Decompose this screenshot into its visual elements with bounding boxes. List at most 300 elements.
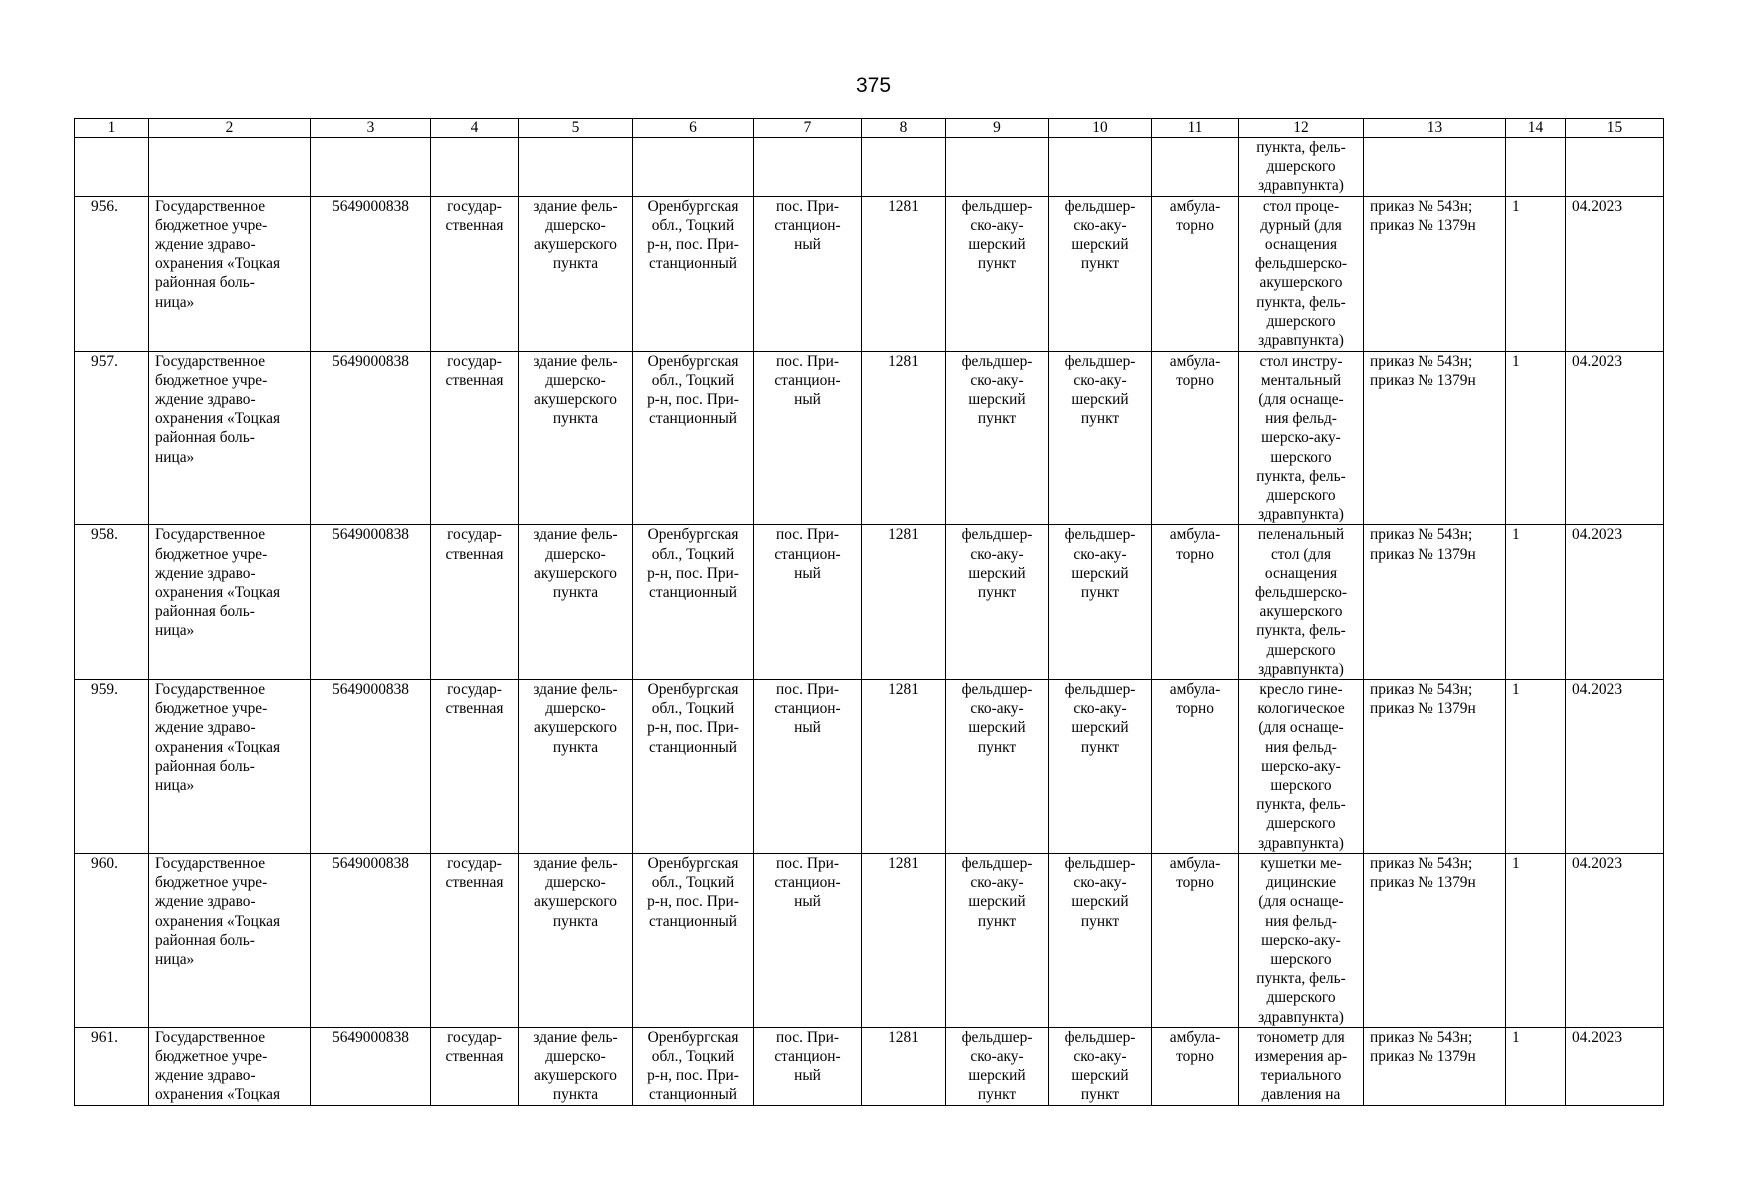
facility-type-cell-line: фельдшер- [1064,681,1136,699]
facility-type-cell-line: шерский [968,564,1026,582]
facility-type-cell [1049,196,1152,351]
care-form-cell-line: амбула- [1169,854,1221,872]
facility-type-cell-line: пункт [1080,1086,1120,1104]
address-cell-line: станционный [648,912,738,930]
facility-type-cell [946,351,1049,525]
ownership-cell-line: государ- [447,526,502,544]
organization-cell-line: ждение здраво- [155,893,256,911]
ownership-cell-line: ственная [445,700,504,718]
care-form-cell-line: торно [1176,216,1214,234]
empty-cell [519,138,633,197]
equipment-cell-line: пункта, фель- [1256,139,1346,156]
column-number-4: 4 [431,119,519,138]
organization-cell-line: охранения «Тоцкая [155,912,281,930]
equipment-cell-line: дшерского [1266,641,1336,659]
quantity-cell: 1 [1506,196,1566,351]
organization-cell-line: районная боль- [155,757,255,775]
equipment-cell-line: териального [1260,1067,1342,1085]
organization-cell [149,1027,311,1105]
orders-cell [1364,525,1506,680]
population-cell: 1281 [862,351,946,525]
quantity-cell: 1 [1506,351,1566,525]
table-row [75,1027,1664,1105]
ownership-cell-line: ственная [445,216,504,234]
inn-cell: 5649000838 [311,1027,431,1105]
continuation-row [75,138,1664,197]
organization-cell-line: ница» [155,293,195,311]
settlement-cell-line: ный [794,391,821,409]
column-number-8: 8 [862,119,946,138]
facility-type-cell-line: шерский [968,893,1026,911]
organization-cell-line: ница» [155,950,195,968]
facility-type-cell-line: ско-аку- [970,700,1024,718]
settlement-cell [754,196,862,351]
care-form-cell [1152,525,1239,680]
equipment-cell-line: (для оснаще- [1258,719,1344,737]
care-form-cell-line: торно [1176,371,1214,389]
ownership-cell-line: государ- [447,681,502,699]
organization-cell [149,196,311,351]
facility-type-cell-line: фельдшер- [1064,526,1136,544]
quantity-cell: 1 [1506,1027,1566,1105]
equipment-cell-line: шерского [1270,777,1332,795]
organization-cell-line: ждение здраво- [155,1067,256,1085]
facility-type-cell-line: пункт [977,912,1017,930]
address-cell-line: р-н, пос. При- [647,719,739,737]
row-number-cell: 958. [75,525,149,680]
address-cell-line: р-н, пос. При- [647,893,739,911]
ownership-cell [431,196,519,351]
settlement-cell-line: ный [794,719,821,737]
column-number-14: 14 [1506,119,1566,138]
orders-cell-line: приказ № 543н; [1370,197,1473,215]
address-cell-line: обл., Тоцкий [651,545,735,563]
equipment-cell [1239,525,1364,680]
population-cell: 1281 [862,196,946,351]
settlement-cell-line: пос. При- [775,352,839,370]
facility-type-cell-line: шерский [968,236,1026,254]
organization-cell-line: охранения «Тоцкая [155,255,281,273]
empty-cell [311,138,431,197]
address-cell-line: станционный [648,255,738,273]
facility-type-cell-line: шерский [1071,236,1129,254]
empty-cell [149,138,311,197]
equipment-cell [1239,853,1364,1027]
facility-type-cell [1049,351,1152,525]
facility-type-cell [946,680,1049,854]
organization-cell-line: охранения «Тоцкая [155,1086,281,1104]
facility-type-cell-line: фельдшер- [961,526,1033,544]
building-cell-line: акушерского [533,236,617,254]
equipment-cell-line: здравпункта) [1258,1008,1344,1026]
organization-cell-line: Государственное [155,352,266,370]
facility-type-cell-line: фельдшер- [1064,854,1136,872]
table-row [75,196,1664,351]
facility-type-cell-line: фельдшер- [1064,352,1136,370]
empty-cell [1506,138,1566,197]
empty-cell [633,138,754,197]
facility-type-cell-line: шерский [1071,1067,1129,1085]
row-number-cell: 956. [75,196,149,351]
building-cell-line: дшерско- [545,700,606,718]
building-cell-line: акушерского [533,893,617,911]
equipment-cell-line: шерско-аку- [1261,429,1341,447]
facility-type-cell-line: ско-аку- [1073,874,1127,892]
page-number: 375 [855,74,892,97]
ownership-cell [431,680,519,854]
address-cell-line: обл., Тоцкий [651,874,735,892]
equipment-cell-line: дшерского [1266,487,1336,505]
organization-cell-line: районная боль- [155,274,255,292]
equipment-cell-line: пункта, фель- [1256,796,1346,814]
care-form-cell-line: амбула- [1169,681,1221,699]
column-number-header [75,119,1664,138]
organization-cell-line: охранения «Тоцкая [155,584,281,602]
facility-type-cell-line: пункт [1080,255,1120,273]
settlement-cell-line: пос. При- [775,1028,839,1046]
empty-cell [1049,138,1152,197]
facility-type-cell-line: пункт [977,738,1017,756]
care-form-cell-line: амбула- [1169,197,1221,215]
building-cell [519,1027,633,1105]
equipment-cell-line: стол инстру- [1259,352,1343,370]
orders-cell-line: приказ № 543н; [1370,526,1473,544]
facility-type-cell [1049,853,1152,1027]
column-number-12: 12 [1239,119,1364,138]
equipment-cell-line: измерения ар- [1254,1047,1348,1065]
address-cell-line: станционный [648,410,738,428]
care-form-cell [1152,196,1239,351]
building-cell-line: пункта [552,738,599,756]
building-cell-line: дшерско- [545,545,606,563]
building-cell-line: здание фель- [533,197,618,215]
empty-cell [1152,138,1239,197]
ownership-cell-line: государ- [447,197,502,215]
column-number-6: 6 [633,119,754,138]
equipment-cell-line: фельдшерско- [1254,584,1348,602]
organization-cell-line: бюджетное учре- [155,1047,268,1065]
building-cell-line: пункта [552,912,599,930]
organization-cell-line: Государственное [155,1028,266,1046]
column-number-5: 5 [519,119,633,138]
equipment-cell-line: здравпункта) [1258,834,1344,852]
equipment-cell [1239,138,1364,197]
facility-type-cell-line: ско-аку- [1073,1047,1127,1065]
care-form-cell [1152,853,1239,1027]
building-cell [519,351,633,525]
equipment-cell [1239,1027,1364,1105]
building-cell-line: акушерского [533,391,617,409]
empty-cell [946,138,1049,197]
equipment-cell-line: здравпункта) [1258,660,1344,678]
facility-type-cell-line: шерский [1071,719,1129,737]
equipment-cell-line: здравпункта) [1258,177,1344,195]
organization-cell [149,680,311,854]
address-cell-line: р-н, пос. При- [647,564,739,582]
equipment-cell-line: здравпункта) [1258,506,1344,524]
inn-cell: 5649000838 [311,680,431,854]
equipment-cell-line: ния фельд- [1265,410,1337,428]
organization-cell-line: Государственное [155,526,266,544]
address-cell-line: обл., Тоцкий [651,1047,735,1065]
facility-type-cell-line: ско-аку- [970,216,1024,234]
equipment-cell-line: шерско-аку- [1261,757,1341,775]
equipment-cell-line: (для оснаще- [1258,391,1344,409]
organization-cell-line: ждение здраво- [155,391,256,409]
facility-type-cell-line: шерский [1071,391,1129,409]
settlement-cell-line: станцион- [774,1047,841,1065]
equipment-cell-line: шерского [1270,950,1332,968]
equipment-cell-line: ния фельд- [1265,738,1337,756]
inn-cell: 5649000838 [311,853,431,1027]
building-cell-line: здание фель- [533,352,618,370]
quantity-cell: 1 [1506,525,1566,680]
settlement-cell-line: ный [794,564,821,582]
facility-type-cell-line: ско-аку- [1073,216,1127,234]
organization-cell-line: охранения «Тоцкая [155,738,281,756]
facility-type-cell [946,196,1049,351]
equipment-cell-line: оснащения [1264,236,1338,254]
building-cell-line: здание фель- [533,681,618,699]
ownership-cell [431,853,519,1027]
organization-cell-line: ждение здраво- [155,564,256,582]
column-number-9: 9 [946,119,1049,138]
orders-cell-line: приказ № 1379н [1370,700,1476,718]
organization-cell-line: ница» [155,448,195,466]
organization-cell-line: районная боль- [155,931,255,949]
equipment-cell-line: пункта, фель- [1256,467,1346,485]
facility-type-cell-line: ско-аку- [1073,545,1127,563]
equipment-cell-line: дицинские [1265,874,1337,892]
building-cell-line: пункта [552,255,599,273]
equipment-cell-line: дшерского [1266,815,1336,833]
facility-type-cell-line: фельдшер- [1064,1028,1136,1046]
facility-type-cell-line: пункт [1080,584,1120,602]
date-cell: 04.2023 [1566,525,1664,680]
settlement-cell-line: пос. При- [775,854,839,872]
building-cell-line: пункта [552,584,599,602]
equipment-cell-line: ментальный [1260,371,1342,389]
date-cell: 04.2023 [1566,1027,1664,1105]
facility-type-cell-line: ско-аку- [970,1047,1024,1065]
facility-type-cell [1049,680,1152,854]
equipment-cell-line: акушерского [1259,274,1343,292]
facility-type-cell-line: шерский [968,719,1026,737]
building-cell-line: дшерско- [545,1047,606,1065]
address-cell-line: Оренбургская [647,526,739,544]
orders-cell-line: приказ № 543н; [1370,352,1473,370]
settlement-cell-line: пос. При- [775,681,839,699]
date-cell: 04.2023 [1566,196,1664,351]
facility-type-cell-line: пункт [1080,410,1120,428]
facility-type-cell-line: фельдшер- [961,352,1033,370]
equipment-cell-line: давления на [1261,1086,1341,1104]
building-cell [519,680,633,854]
settlement-cell-line: ный [794,893,821,911]
row-number-cell: 961. [75,1027,149,1105]
ownership-cell-line: ственная [445,371,504,389]
orders-cell-line: приказ № 543н; [1370,681,1473,699]
organization-cell [149,351,311,525]
organization-cell-line: районная боль- [155,429,255,447]
building-cell-line: акушерского [533,564,617,582]
column-number-13: 13 [1364,119,1506,138]
organization-cell-line: ница» [155,777,195,795]
facility-type-cell [946,853,1049,1027]
facility-type-cell-line: фельдшер- [961,1028,1033,1046]
equipment-cell-line: фельдшерско- [1254,255,1348,273]
facility-type-cell-line: фельдшер- [961,854,1033,872]
orders-cell-line: приказ № 1379н [1370,874,1476,892]
address-cell-line: обл., Тоцкий [651,216,735,234]
row-number-cell: 957. [75,351,149,525]
settlement-cell-line: ный [794,1067,821,1085]
population-cell: 1281 [862,680,946,854]
orders-cell-line: приказ № 543н; [1370,1028,1473,1046]
building-cell-line: дшерско- [545,216,606,234]
equipment-cell-line: акушерского [1259,603,1343,621]
facility-type-cell-line: ско-аку- [970,874,1024,892]
facility-type-cell [1049,525,1152,680]
address-cell-line: р-н, пос. При- [647,391,739,409]
building-cell-line: дшерско- [545,371,606,389]
settlement-cell [754,525,862,680]
address-cell [633,351,754,525]
care-form-cell-line: амбула- [1169,352,1221,370]
address-cell-line: обл., Тоцкий [651,371,735,389]
equipment-cell-line: дшерского [1266,989,1336,1007]
organization-cell-line: бюджетное учре- [155,700,268,718]
organization-cell [149,853,311,1027]
empty-cell [1364,138,1506,197]
facility-type-cell [946,525,1049,680]
column-number-1: 1 [75,119,149,138]
equipment-cell-line: пеленальный [1257,526,1345,544]
organization-cell-line: ница» [155,622,195,640]
date-cell: 04.2023 [1566,351,1664,525]
empty-cell [431,138,519,197]
organization-cell-line: бюджетное учре- [155,371,268,389]
facility-type-cell-line: ско-аку- [1073,371,1127,389]
table-row [75,853,1664,1027]
settlement-cell [754,853,862,1027]
facility-type-cell-line: шерский [1071,564,1129,582]
settlement-cell-line: пос. При- [775,526,839,544]
facility-type-cell-line: пункт [1080,738,1120,756]
inn-cell: 5649000838 [311,196,431,351]
table-row [75,525,1664,680]
row-number-cell: 959. [75,680,149,854]
organization-cell-line: Государственное [155,681,266,699]
population-cell: 1281 [862,1027,946,1105]
organization-cell-line: бюджетное учре- [155,216,268,234]
equipment-cell-line: пункта, фель- [1256,293,1346,311]
column-number-3: 3 [311,119,431,138]
equipment-cell-line: пункта, фель- [1256,970,1346,988]
quantity-cell: 1 [1506,853,1566,1027]
building-cell [519,853,633,1027]
row-number-cell: 960. [75,853,149,1027]
facility-type-cell-line: пункт [1080,912,1120,930]
building-cell-line: здание фель- [533,526,618,544]
facility-type-cell-line: пункт [977,255,1017,273]
organization-cell-line: бюджетное учре- [155,545,268,563]
organization-cell [149,525,311,680]
date-cell: 04.2023 [1566,853,1664,1027]
facility-type-cell-line: фельдшер- [961,681,1033,699]
address-cell-line: станционный [648,584,738,602]
facility-type-cell-line: пункт [977,410,1017,428]
settlement-cell-line: станцион- [774,874,841,892]
quantity-cell: 1 [1506,680,1566,854]
settlement-cell [754,351,862,525]
empty-cell [1566,138,1664,197]
care-form-cell [1152,680,1239,854]
facility-type-cell-line: шерский [968,391,1026,409]
facility-type-cell-line: ско-аку- [970,371,1024,389]
address-cell-line: Оренбургская [647,854,739,872]
equipment-cell-line: здравпункта) [1258,332,1344,350]
orders-cell-line: приказ № 1379н [1370,1047,1476,1065]
organization-cell-line: районная боль- [155,603,255,621]
building-cell [519,196,633,351]
building-cell-line: дшерско- [545,874,606,892]
settlement-cell-line: станцион- [774,371,841,389]
ownership-cell [431,525,519,680]
equipment-cell [1239,680,1364,854]
organization-cell-line: бюджетное учре- [155,874,268,892]
settlement-cell [754,680,862,854]
equipment-cell-line: (для оснаще- [1258,893,1344,911]
empty-cell [862,138,946,197]
organization-cell-line: ждение здраво- [155,236,256,254]
care-form-cell-line: торно [1176,1047,1214,1065]
address-cell [633,525,754,680]
facility-type-cell [1049,1027,1152,1105]
equipment-cell-line: стол (для [1270,545,1332,563]
ownership-cell-line: государ- [447,352,502,370]
empty-cell [754,138,862,197]
orders-cell [1364,680,1506,854]
orders-cell [1364,196,1506,351]
care-form-cell-line: торно [1176,700,1214,718]
column-number-11: 11 [1152,119,1239,138]
equipment-cell-line: дшерского [1266,312,1336,330]
care-form-cell-line: торно [1176,545,1214,563]
building-cell [519,525,633,680]
orders-cell [1364,351,1506,525]
ownership-cell-line: государ- [447,854,502,872]
organization-cell-line: охранения «Тоцкая [155,410,281,428]
equipment-cell-line: дурный (для [1260,216,1342,234]
inn-cell: 5649000838 [311,351,431,525]
registry-table [74,118,1664,1106]
organization-cell-line: ждение здраво- [155,719,256,737]
address-cell-line: р-н, пос. При- [647,236,739,254]
column-number-10: 10 [1049,119,1152,138]
address-cell [633,853,754,1027]
address-cell-line: Оренбургская [647,681,739,699]
ownership-cell-line: ственная [445,1047,504,1065]
settlement-cell-line: ный [794,236,821,254]
building-cell-line: акушерского [533,719,617,737]
population-cell: 1281 [862,853,946,1027]
orders-cell [1364,1027,1506,1105]
building-cell-line: пункта [552,1086,599,1104]
orders-cell-line: приказ № 1379н [1370,216,1476,234]
building-cell-line: акушерского [533,1067,617,1085]
column-number-7: 7 [754,119,862,138]
